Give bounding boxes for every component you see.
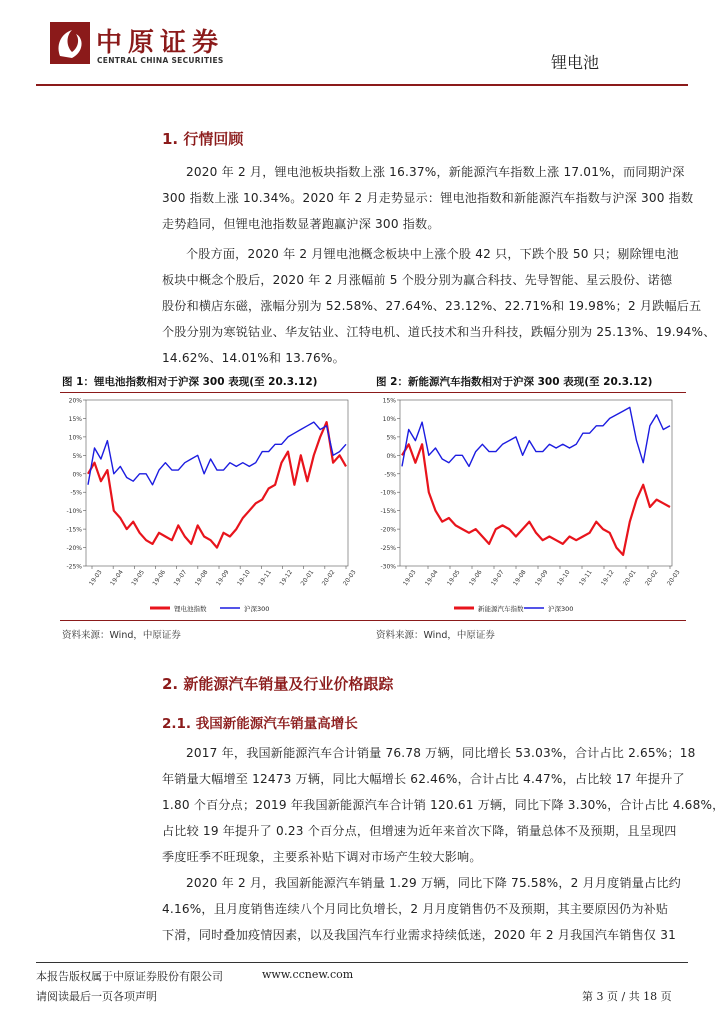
company-name-en: CENTRAL CHINA SECURITIES [97,56,224,65]
text-line: 年销量大幅增至 12473 万辆，同比大幅增长 62.46%，合计占比 4.47%，占比较 17 年提升了 [162,772,685,786]
series-line-hs300 [88,422,346,485]
legend-label: 锂电池指数 [174,605,207,613]
section2-paragraph1 [162,740,724,870]
text-line: 4.16%，且月度销售连续八个月同比负增长，2 月月度销售仍不及预期，其主要原因仍为补贴 [162,902,669,916]
y-tick-label: -25% [66,563,82,571]
chart1 [60,394,360,618]
x-tick-label: 20-01 [621,568,638,588]
x-tick-label: 19-04 [109,568,125,588]
x-tick-label: 19-12 [278,568,295,588]
y-tick-label: 15% [382,397,396,405]
footer-website[interactable]: www.ccnew.com [262,968,354,981]
text-line: 2020 年 2 月，我国新能源汽车销量 1.29 万辆，同比下降 75.58%，2 月月度销量占比约 [186,876,681,890]
y-tick-label: -30% [380,563,396,571]
section-name: 锂电池 [551,53,600,72]
x-tick-label: 20-01 [299,568,316,588]
x-tick-label: 19-04 [423,568,440,588]
y-tick-label: -20% [380,526,396,534]
x-tick-label: 20-03 [665,568,682,588]
x-tick-label: 19-12 [599,568,616,588]
x-tick-label: 19-03 [87,568,104,588]
y-tick-label: -5% [70,489,82,497]
text-line: 2020 年 2 月，锂电池板块指数上涨 16.37%，新能源汽车指数上涨 17.01%，而同期沪深 [186,165,685,179]
y-tick-label: 15% [68,415,82,423]
y-tick-label: 0% [72,471,82,479]
y-tick-label: -20% [66,545,82,553]
footer-divider [36,962,688,963]
legend-label: 沪深300 [244,605,270,613]
y-tick-label: 10% [68,434,82,442]
footer-notice: 请阅读最后一页各项声明 [36,990,157,1003]
text-line: 个股方面，2020 年 2 月锂电池概念板块中上涨个股 42 只，下跌个股 50 只；剔除锂电池 [186,247,679,261]
x-tick-label: 19-10 [236,568,252,588]
x-tick-label: 19-11 [577,568,594,588]
x-tick-label: 19-09 [214,568,231,588]
y-tick-label: -25% [380,545,396,553]
text-line: 1.80 个百分点；2019 年我国新能源汽车合计销 120.61 万辆，同比下降 3.30%，合计占比 4.68%， [162,798,724,812]
text-line: 个股分别为寒锐钴业、华友钴业、江特电机、道氏技术和当升科技，跌幅分别为 25.13%、19.94%、 [162,325,716,339]
y-tick-label: -10% [380,489,396,497]
text-line: 2017 年，我国新能源汽车合计销量 76.78 万辆，同比增长 53.03%，合计占比 2.65%；18 [186,746,696,760]
x-tick-label: 19-06 [467,568,484,588]
plot-frame [400,400,672,566]
y-tick-label: 20% [68,397,82,405]
x-tick-label: 19-06 [151,568,168,588]
text-line: 股份和横店东磁，涨幅分别为 52.58%、27.64%、23.12%、22.71%和 19.98%；2 月跌幅后五 [162,299,702,313]
x-tick-label: 19-10 [555,568,572,588]
text-line: 走势趋同，但锂电池指数显著跑赢沪深 300 指数。 [162,217,440,231]
x-tick-label: 20-02 [320,568,337,588]
text-line: 14.62%、14.01%和 13.76%。 [162,351,345,365]
page-number: 第 3 页 / 共 18 页 [582,990,672,1003]
x-tick-label: 20-03 [341,568,358,588]
x-tick-label: 20-02 [643,568,660,588]
section2-1-title: 2.1. 我国新能源汽车销量高增长 [162,716,358,732]
y-tick-label: 0% [386,452,396,460]
section1-paragraph1 [162,159,694,237]
figure1-title: 图 1：锂电池指数相对于沪深 300 表现(至 20.3.12) [62,376,318,388]
series-line-index [88,422,346,547]
legend-label: 沪深300 [548,605,574,613]
x-tick-label: 19-08 [511,568,528,588]
figure-top-rule [60,392,686,393]
text-line: 占比较 19 年提升了 0.23 个百分点，但增速为近年来首次下降，销量总体不及预期，且呈现四 [162,824,677,838]
company-name-cn: 中原证券 [96,28,225,58]
section2-title: 2. 新能源汽车销量及行业价格跟踪 [162,675,394,693]
text-line: 下滑，同时叠加疫情因素，以及我国汽车行业需求持续低迷，2020 年 2 月我国汽车销售仅 31 [162,928,677,942]
text-line: 板块中概念个股后，2020 年 2 月涨幅前 5 个股分别为赢合科技、先导智能、星云股份、诺德 [162,273,673,287]
x-tick-label: 19-03 [401,568,418,588]
legend-label: 新能源汽车指数 [478,605,524,613]
y-tick-label: -15% [66,526,82,534]
x-tick-label: 19-11 [257,568,273,588]
x-tick-label: 19-05 [130,568,146,588]
chart2 [374,394,684,618]
y-tick-label: 5% [72,452,82,460]
company-logo [50,22,90,64]
x-tick-label: 19-07 [489,568,506,588]
figure1-source: 资料来源：Wind，中原证券 [62,630,181,641]
figure-bottom-rule [60,620,686,621]
y-tick-label: 5% [386,434,396,442]
y-tick-label: -10% [66,508,82,516]
x-tick-label: 19-07 [172,568,189,588]
y-tick-label: -15% [380,508,396,516]
series-line-hs300 [402,407,670,466]
y-tick-label: 10% [382,415,396,423]
section1-paragraph2 [162,241,716,371]
figure2-source: 资料来源：Wind，中原证券 [376,630,495,641]
footer-copyright: 本报告版权属于中原证券股份有限公司 [36,970,223,983]
x-tick-label: 19-05 [445,568,462,588]
header-divider [36,84,688,86]
series-line-index [402,444,670,555]
text-line: 300 指数上涨 10.34%。2020 年 2 月走势显示：锂电池指数和新能源汽车指数与沪深 300 指数 [162,191,694,205]
x-tick-label: 19-09 [533,568,550,588]
section2-paragraph2 [162,870,688,948]
x-tick-label: 19-08 [193,568,210,588]
text-line: 季度旺季不旺现象，主要系补贴下调对市场产生较大影响。 [162,850,482,864]
section1-title: 1. 行情回顾 [162,130,244,148]
figure2-title: 图 2：新能源汽车指数相对于沪深 300 表现(至 20.3.12) [376,376,653,388]
y-tick-label: -5% [384,471,396,479]
